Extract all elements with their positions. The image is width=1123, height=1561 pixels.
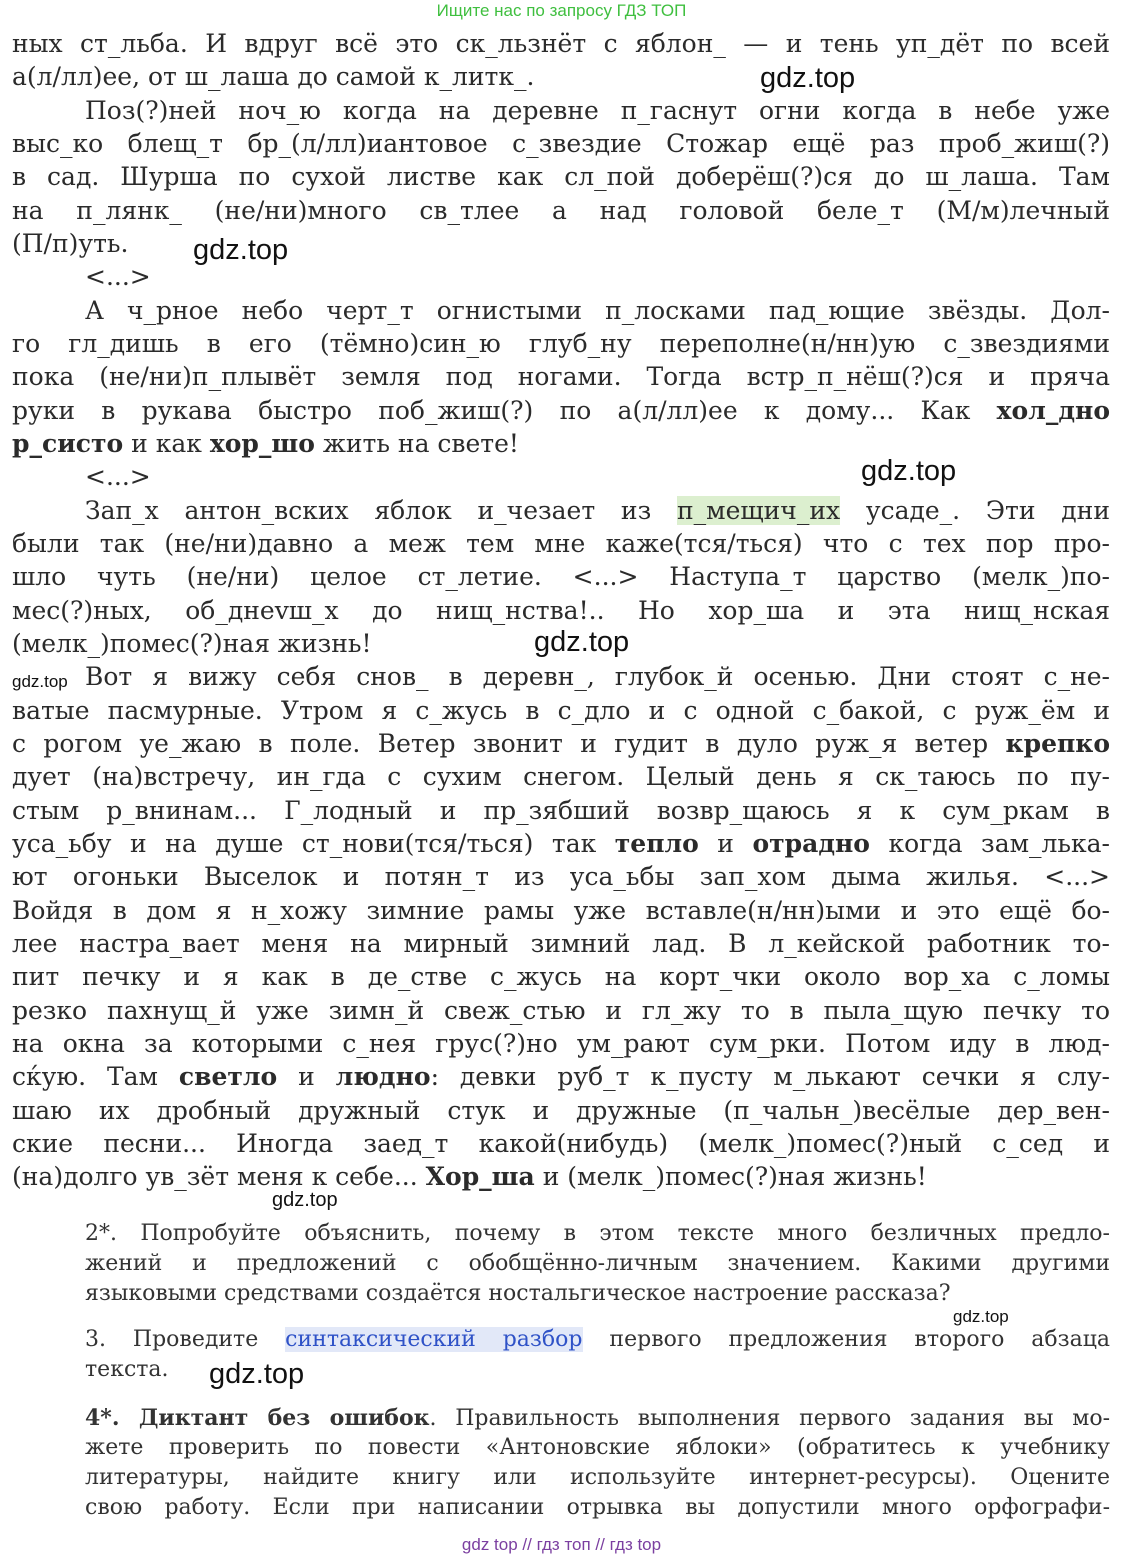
text-line: А ч_рное небо черт_т огнистыми п_лосками пад_ющие звёзды. Дол- [85,296,1110,325]
text-line: го гл_дишь в его (тёмно)син_ю глуб_ну переполне(н/нн)ую с_звездиями [12,329,1110,358]
text-line [12,394,1110,428]
text-line: мес(?)ных, об_днevш_х до нищ_нства!.. Но хор_ша и эта нищ_нская [12,596,1110,625]
text-segment: когда зам_лька- [869,829,1110,858]
text-line [12,1060,1110,1094]
text-segment: уса_ьбу и на душе ст_нови(тся/ться) так [12,829,615,858]
task-4-line: литературы, найдите книгу или используйте интернет-ресурсы). Оцените [85,1465,1110,1490]
footer-links[interactable]: gdz top // гдз топ // гдз top [461,1535,662,1554]
text-line: резко пахнущ_й уже зимн_й свеж_стью и гл_жу то в пыла_щую печку то [12,996,1110,1025]
text-line: ных ст_льба. И вдруг всё это ск_льзнёт с яблон_ — и тень уп_дёт по всей [12,29,1110,58]
text-line: ские песни... Иногда заед_т какой(нибудь) (мелк_)помес(?)ный с_сед и [12,1129,1110,1158]
text-segment: и как [123,429,210,458]
text-line: на окна за которыми с_нея грус(?)но ум_рают сум_рки. Потом иду в люд- [12,1029,1110,1058]
text-line: лее настра_вает меня на мирный зимний лад. В л_кейской работник то- [12,929,1110,958]
task-3-line [85,1325,1110,1355]
text-line: Войдя в дом я н_хожу зимние рамы уже вставле(н/нн)ыми и это ещё бо- [12,896,1110,925]
text-line: (мелк_)помес(?)ная жизнь! [12,629,372,658]
text-line: дует (на)встречу, ин_гда с сухим снегом. Целый день я ск_таюсь по пу- [12,762,1110,791]
watermark: gdz.top [209,1358,305,1390]
text-line: выс_ко блещ_т бр_(л/лл)иантовое с_звездие Стожар ещё раз проб_жиш(?) [12,129,1110,158]
bold-word: хор_шо [209,429,315,458]
text-line: стым р_внинам... Г_лодный и пр_зябший возвр_щаюсь я к сум_ркам в [12,796,1110,825]
text-segment: жить на свете! [314,429,519,458]
bold-word: тепло [614,829,699,858]
watermark: gdz.top [272,1189,338,1211]
bold-word: людно [335,1062,431,1091]
text-segment: . Правильность выполнения первого задания вы мо- [429,1406,1110,1431]
text-segment: и [698,829,753,858]
text-line: ватые пасмурные. Утром я с_жусь в с_дло и с одной с_бакой, с руж_ём и [12,696,1110,725]
watermark: gdz.top [760,62,856,94]
text-line: (П/п)уть. [12,229,129,258]
text-line: ют огоньки Выселок и потян_т из уса_ьбы зап_хом дыма жилья. <...> [12,862,1110,891]
watermark: gdz.top [861,455,957,487]
syntax-analysis-link[interactable]: синтаксический разбор [285,1327,583,1352]
bold-word: хол_дно [996,396,1110,425]
bold-word: р_систо [12,429,124,458]
text-line: на п_лянк_ (не/ни)много св_тлее а над головой беле_т (М/м)лечный [12,196,1110,225]
task-3-line: текста. [85,1357,169,1382]
watermark: gdz.top [953,1307,1009,1326]
text-segment: : девки руб_т к_пусту м_лькают сечки я слу- [430,1062,1110,1091]
bold-word: отрадно [752,829,870,858]
text-line: в сад. Шурша по сухой листве как сл_пой доберёш(?)ся до ш_лаша. Там [12,162,1110,191]
text-line: Вот я вижу себя снов_ в деревн_, глубок_й осенью. Дни стоят с_не- [85,662,1110,691]
text-segment: с рогом уе_жаю в поле. Ветер звонит и гудит в дуло руж_я ветер [12,729,1006,758]
text-segment: первого предложения второго абзаца [582,1327,1110,1352]
text-line [12,1160,1110,1194]
task-2-line: 2*. Попробуйте объяснить, почему в этом тексте много безличных предло- [85,1221,1110,1246]
text-segment: и [277,1062,336,1091]
task-4-title: 4*. Диктант без ошибок [85,1405,430,1431]
text-line [12,727,1110,761]
text-segment: руки в рукава быстро поб_жиш(?) по а(л/лл)ее к дому... Как [12,396,997,425]
text-line: пит печку и я как в де_стве с_жусь на корт_чки около вор_ха с_ломы [12,962,1110,991]
text-line [12,827,1110,861]
text-segment: 3. Проведите [85,1327,286,1352]
text-segment: усаде_. Эти дни [840,496,1110,525]
task-4-line [85,1403,1110,1434]
highlighted-word[interactable]: п_мещич_их [676,496,841,525]
text-segment: Зап_х антон_вских яблок и_чезает из [85,496,677,525]
ellipsis-marker: <...> [85,262,151,291]
text-line: были так (не/ни)давно а меж тем мне каже(тся/ться) что с тех пор про- [12,529,1110,558]
text-line [85,494,1110,528]
ellipsis-marker: <...> [85,462,151,491]
text-segment: (на)долго ув_зёт меня к себе... [12,1162,426,1191]
task-4-line: жете проверить по повести «Антоновские яблоки» (обратитесь к учебнику [85,1435,1110,1460]
text-line: а(л/лл)ее, от ш_лаша до самой к_литк_. [12,62,535,91]
task-4-line: свою работу. Если при написании отрывка вы допустили много орфографи- [85,1495,1110,1520]
text-line: Поз(?)ней ноч_ю когда на деревне п_гаснут огни когда в небе уже [85,96,1110,125]
top-banner[interactable]: Ищите нас по запросу ГДЗ ТОП [436,1,687,20]
text-segment: сќую. Там [12,1062,179,1091]
text-segment: и (мелк_)помес(?)ная жизнь! [534,1162,927,1191]
watermark: gdz.top [193,234,289,266]
bold-word: Хор_ша [425,1162,535,1191]
text-line: пока (не/ни)п_плывёт земля под ногами. Тогда встр_п_нёш(?)ся и пряча [12,362,1110,391]
text-line: шло чуть (не/ни) целое ст_летие. <...> Наступа_т царство (мелк_)по- [12,562,1110,591]
bold-word: крепко [1005,729,1110,758]
task-2-line: жений и предложений с обобщённо-личным значением. Какими другими [85,1251,1110,1276]
text-line: шаю их дробный дружный стук и дружные (п_чальн_)весёлые дер_вен- [12,1096,1110,1125]
watermark: gdz.top [534,626,630,658]
bold-word: светло [178,1062,278,1091]
watermark: gdz.top [12,672,68,691]
task-2-line: языковыми средствами создаётся ностальгическое настроение рассказа? [85,1281,951,1306]
